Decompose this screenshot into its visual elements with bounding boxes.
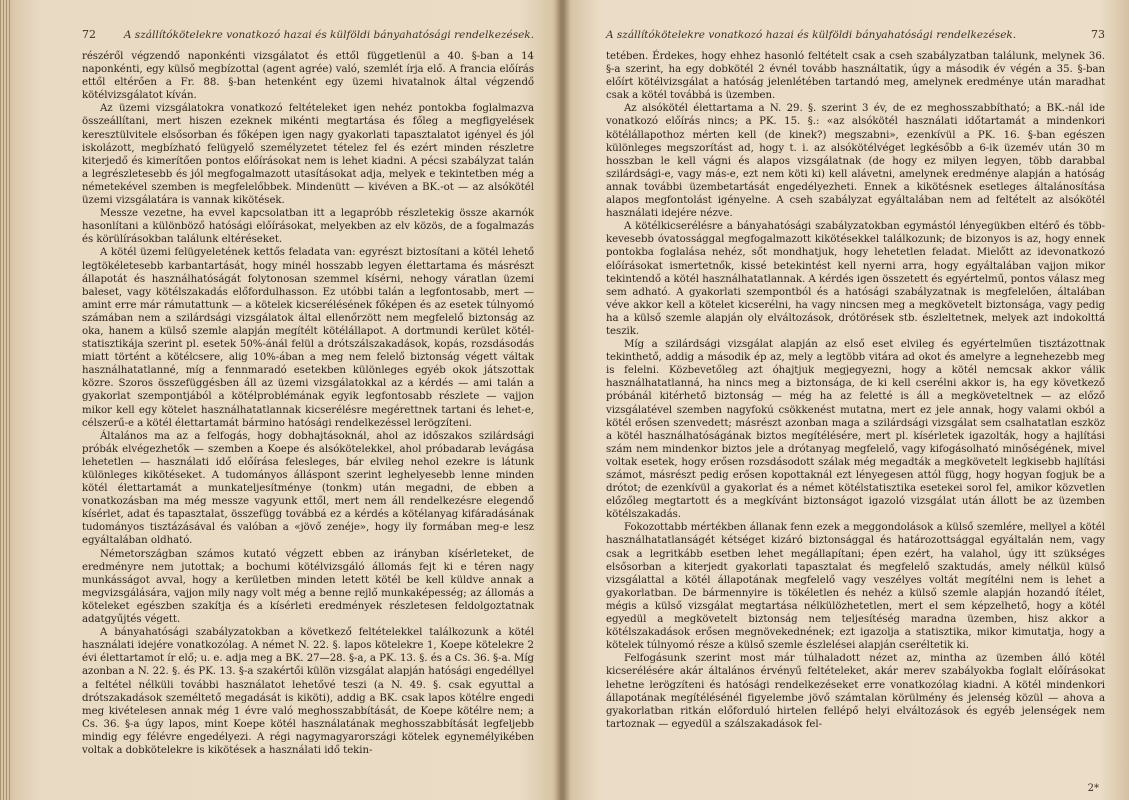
paragraph: Felfogásunk szerint most már túlhaladott nézet az, mintha az üzemben álló kötél kicserélésére akár általános érvényű feltételeket, akár merev szabályokba foglalt előírásokat lehetne lerögzíteni és hatósági rendelkezéseket erre vonatkozólag kiadni. A kötél mindenkori állapotának megítélésénél figyelembe jövő számtalan körülmény és jelenség közül — ahova a gyakorlatban ritkán előforduló hirtelen fellépő helyi elváltozások és egyéb jelenségek nem tartoznak — egyedül a szálszakadások fel-: [606, 653, 1105, 730]
left-page: [0, 0, 560, 800]
paragraph: Fokozottabb mértékben állanak fenn ezek a meggondolások a külső szemlére, mellyel a kötél használhatatlanságét kétséget kizáró biztonsággal és határozottsággal egyáltalán nem, vagy csak a legritkább esetben lehet megállapítani; épen ezért, ha valahol, úgy itt szükséges elsősorban a kiterjedt gyakorlati tapasztalat és megfelelő szaktudás, amely nélkül külső vizsgálattal a kötél állapotának megfelelő vagy veszélyes voltát megítélni nem is lehet a gyakorlatban. De bármennyire is tökéletlen és nehéz a külső szemle alapján hozandó ítélet, mégis a külső vizsgálat megtartása nélkülözhetetlen, mert el sem képzelhető, hogy a kötél egyedül a megkövetelt biztonság nem teljesítéség maradna üzemben, hisz akkor a kötélszakadások erősen megnövekednének; ezt igazolja a statisztika, mikor kimutatja, hogy a kötelek túlnyomó része a külső szemle észlelései alapján cseréltetik ki.: [606, 522, 1105, 652]
paragraph: Messze vezetne, ha evvel kapcsolatban itt a legapróbb részletekig össze akarnók hasonlítani a különböző hatósági előírásokat, melyekben az elv közös, de a fogalmazás és körülírásokban találunk eltéréseket.: [82, 208, 534, 246]
running-head-title: A szállítókötelekre vonatkozó hazai és külföldi bányahatósági rendelkezések.: [123, 29, 534, 41]
right-page-body: [606, 50, 1105, 731]
paragraph: Általános ma az a felfogás, hogy dobhajtásoknál, ahol az időszakos szilárdsági próbák elvégezhetők — szemben a Koepe és alsókötelekkel, ahol próbadarab levágása lehetetlen — használati idő előírása felesleges, bár elvileg nehol ezekre is látunk különleges kikötéseket. A tudományos álláspont szerint leghelyesebb lenne minden kötél élettartamát a munkateljesítménye (tonkm) után megadni, de ebben a vonatkozásban ma még messze vagyunk ettől, mert nem áll rendelkezésre elegendő kísérlet, adat és tapasztalat, összefügg továbbá ez a kérdés a kötélanyag kifáradásának tudományos tisztázásával és valóban a «jövő zenéje», hogy ily formában meg-e lesz egyáltalában oldható.: [82, 430, 534, 547]
paragraph: Míg a szilárdsági vizsgálat alapján az első eset elvileg és egyértelműen tisztázottnak tekinthető, addig a második ép az, mely a legtöbb vitára ad okot és amelyre a legnehezebb meg is felelni. Közbevetőleg azt óhajtjuk megjegyezni, hogy a kötél nemcsak akkor válik használhatatlanná, ha nincs meg a biztonsága, de ki kell cserélni akkor is, ha egy következő próbánál kitérhető biztonság — még ha az feletté is áll a megköveteltnek — az előző vizsgálatével szemben nagyfokú csökkenést mutatna, mert ez jele annak, hogy valami okból a kötél erősen szenvedett; másrészt azonban maga a szilárdsági vizsgálat sem csalhatatlan eszköz a kötél használhatóságának biztos megítélésére, mert pl. kísérletek igazolták, hogy a hajlítási szám nem mindenkor biztos jele a drótanyag megfelelő, vagy kifogásolható minőségének, mivel voltak esetek, hogy erősen rozsdásodott szálak még megadták a megkövetelt legkisebb hajlítási számot, másrészt pedig erősen kopottaknál ezt lényegesen attól függ, hogy hogyan fogjuk be a drótot; de ezenkívül a gyakorlat és a német kötélstatisztika esetekei sorol fel, amikor közvetlen előzőleg megtartott és a megkívánt biztonságot igazoló vizsgálat után állott be az üzemben kötélszakadás.: [606, 339, 1105, 521]
running-head: [606, 28, 1105, 46]
left-page-body: [82, 50, 534, 757]
right-page: [560, 0, 1129, 800]
paragraph: Az üzemi vizsgálatokra vonatkozó feltételeket igen nehéz pontokba foglalmazva összeállítani, mert hiszen ezeknek mikénti megtartása és főleg a megfigyelések keresztülvitele elsősorban és főképen igen nagy gyakorlati tapasztalatot igényel és jól iskolázott, megbízható felügyelő személyzetet tételez fel és ezért minden részletre kiterjedő és kimerítően pontos előírásokat nem is lehet kiadni. A pécsi szabályzat talán a legrészletesebb és jól megfogalmazott utasításokat adja, melyek e tekintetben még a németekével szemben is megfelelőbbek. Mindenütt — kivéven a BK.-ot — az alsókötél üzemi vizsgálatára is vannak kikötések.: [82, 103, 534, 207]
page-number: 72: [82, 28, 96, 41]
paragraph: A kötél üzemi felügyeletének kettős feladata van: egyrészt biztosítani a kötél lehető legtökéletesebb karbantartását, hogy minél hosszabb legyen élettartama és másrészt állapotát és használhatóságát folytonosan szemmel kísérni, nehogy váratlan üzemi baleset, vagy kötélszakadás előfordulhasson. Ez utóbbi talán a legfontosabb, mert — amint erre már rámutattunk — a kötelek kicserélésének főképen és az esetek túlnyomó számában nem a szilárdsági vizsgálatok által ellenőrzött nem megfelelő biztonság az oka, hanem a külső szemle alapján megítélt kötélállapot. A dortmundi kerület kötél-statisztikája szerint pl. esetek 50%-ánál felül a drótszálszakadások, kopás, rozsdásodás miatt történt a kötélcsere, alig 10%-ában a meg nem felelő biztonság végett váltak használhatatlanné, míg a fennmaradó esetekben különleges egyéb okok játszottak közre. Szoros összefüggésben áll az üzemi vizsgálatokkal az a kérdés — ami talán a gyakorlat szempontjából a kötélproblémának egyik legfontosabb részlete — vajjon mikor kell egy kötelet használhatatlannak kicserélésre megérettnek tartani és lehet-e, célszerű-e a kötél élettartamát bármino hatósági rendelkezéssel lerögzíteni.: [82, 247, 534, 429]
page-edge: [0, 0, 12, 800]
signature-mark: 2*: [1087, 783, 1099, 794]
paragraph: Az alsókötél élettartama a N. 29. §. szerint 3 év, de ez meghosszabbítható; a BK.-nál ide vonatkozó előírás nincs; a PK. 15. §.: «az alsókötél használati időtartamát a mindenkori kötélállapothoz mérten kell (de kinek?) megszabni», ezenkívül a PK. 16. §-ban egészen különleges megszorítást ad, hogy t. i. az alsókötélvéget legkésőbb a 6-ik üzemév után 30 m hosszban le kell vágni és alapos vizsgálatnak (de hogy ez milyen legyen, több darabbal szilárdsági-e, vagy más-e, ezt nem köti ki) kell alávetni, amelynek eredménye alapján a hatóság annak további üzembetartását engedélyezheti. Ennek a kikötésnek esetleges általánosítása alapos megfontolást igényelne. A cseh szabályzat egyáltalában nem ad feltételt az alsókötél használati idejére nézve.: [606, 103, 1105, 220]
paragraph: Németországban számos kutató végzett ebben az irányban kísérleteket, de eredményre nem jutottak; a bochumi kötélvizsgáló állomás fejt ki e téren nagy munkásságot avval, hogy a kerületben minden letett kötél be kell küldve annak a megvizsgálására, vajjon mily nagy volt még a benne rejlő munkaképesség; az állomás a köteleket egészben szakítja és a kísérleti eredmények részletesen feldolgoztatnak adatgyűjtés végett.: [82, 548, 534, 626]
paragraph: A kötélkicserélésre a bányahatósági szabályzatokban egymástól lényegükben eltérő és több-kevesebb óvatossággal megfogalmazott kikötésekkel találkozunk; de bizonyos is az, hogy ennek pontokba foglalása nehéz, sőt mondhatjuk, hogy lehetetlen feladat. Mielőtt az idevonatkozó előírásokat ismertetnők, kissé betekintést kell nyerni arra, hogy egyáltalában vajjon mikor tekintendő a kötél használhatatlannak. A kérdés igen összetett és egyértelmű, pontos válasz meg sem adható. A gyakorlati szempontból és a hatósági szabályzatnak is megfelelően, általában véve akkor kell a kötelet kicserélni, ha vagy nincsen meg a megkövetelt biztonsága, vagy pedig ha a külső szemle alapján oly elváltozások, drótörések stb. észleltetnek, melyek azt indokolttá teszik.: [606, 221, 1105, 337]
paragraph: részéről végzendő naponkénti vizsgálatot és ettől függetlenül a 40. §-ban a 14 naponkénti, egy külső megbízottal (agent agrée) való, szemlét írja elő. A francia előírás ettől eltérően a Fr. 88. §-ban hetenként egy üzemi hivatalnok által végzendő kötélvizsgálatot kíván.: [82, 51, 534, 102]
paragraph: tetében. Érdekes, hogy ehhez hasonló feltételt csak a cseh szabályzatban találunk, melynek 36. §-a szerint, ha egy dobkötél 2 évnél tovább használtatik, úgy a második év végén a 35. §-ban előírt kötélvizsgálat a hatóság jelenlétében tartandó meg, amelynek eredménye után maradhat csak a kötél továbbá is üzemben.: [606, 51, 1105, 102]
paragraph: A bányahatósági szabályzatokban a következő feltételekkel találkozunk a kötél használati idejére vonatkozólag. A német N. 22. §. lapos kötelekre 1, Koepe kötelekre 2 évi élettartamot ír elő; u. e. adja meg a BK. 27—28. §-a, a PK. 13. §. és a Cs. 36. §-a. Míg azonban a N. 22. §. és PK. 13. §-a szakértői külön vizsgálat alapján hatósági engedéllyel a feltétel nélküli további használatot lehetővé teszi (a N. 49. §. csak egyuttal a drótszakadások személtető megadását is kiköti), addig a BK. csak lapos kötélre engedi meg kivételesen annak még 1 évre való meghosszabbítását, de Koepe kötélre nem; a Cs. 36. §-a úgy lapos, mint Koepe kötél használatának meghosszabbítását legfeljebb mindig egy félévre engedélyezi. A régi nagymagyarországi kötelek egynemélyikében voltak a dobkötelekre is kikötések a használati idő tekin-: [82, 627, 534, 756]
page-number: 73: [1091, 28, 1105, 41]
running-head-title: A szállítókötelekre vonatkozó hazai és külföldi bányahatósági rendelkezések.: [606, 29, 1017, 41]
running-head: [82, 28, 534, 46]
